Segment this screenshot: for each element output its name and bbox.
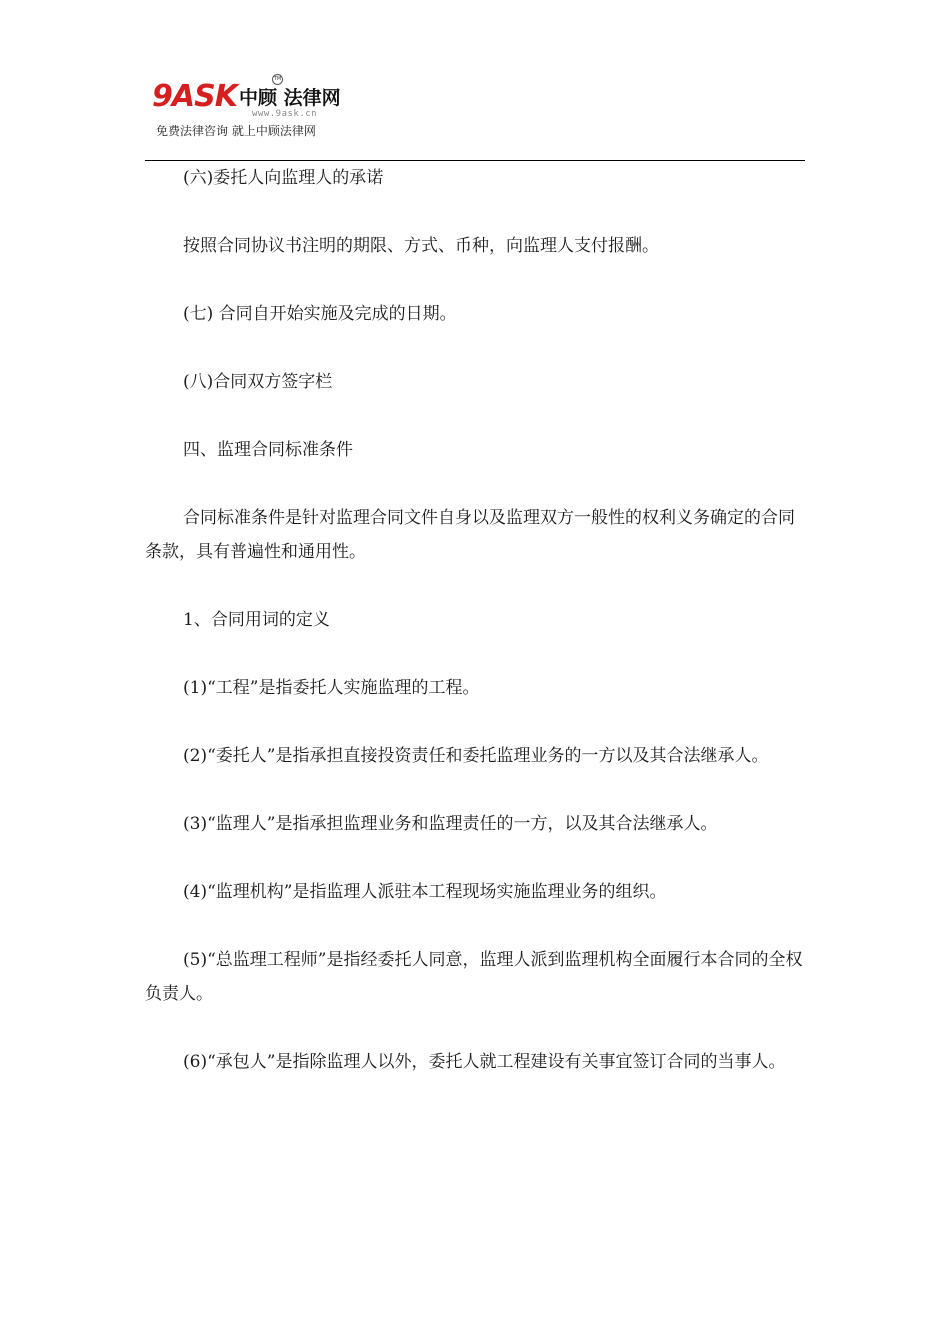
logo-slogan: 免费法律咨询 就上中顾法律网	[156, 124, 316, 138]
paragraph: (5)“总监理工程师”是指经委托人同意，监理人派到监理机构全面履行本合同的全权负责人。	[145, 950, 803, 1004]
paragraph: 按照合同协议书注明的期限、方式、币种，向监理人支付报酬。	[183, 236, 659, 256]
document-body	[145, 161, 807, 1079]
site-logo	[152, 72, 352, 138]
trademark-icon: TM	[272, 74, 283, 85]
paragraph: (6)“承包人”是指除监理人以外，委托人就工程建设有关事宜签订合同的当事人。	[183, 1052, 786, 1072]
paragraph: (1)“工程”是指委托人实施监理的工程。	[183, 678, 480, 698]
paragraph: (六)委托人向监理人的承诺	[183, 168, 384, 188]
logo-chinese-name: 中顾 法律网	[238, 87, 341, 109]
logo-url: www.9ask.cn	[252, 109, 318, 119]
paragraph: (3)“监理人”是指承担监理业务和监理责任的一方，以及其合法继承人。	[183, 814, 718, 834]
paragraph: 合同标准条件是针对监理合同文件自身以及监理双方一般性的权利义务确定的合同条款，具有普遍性和通用性。	[145, 508, 795, 562]
paragraph: 四、监理合同标准条件	[183, 440, 353, 460]
paragraph: (八)合同双方签字栏	[183, 372, 333, 392]
paragraph: (4)“监理机构”是指监理人派驻本工程现场实施监理业务的组织。	[183, 882, 667, 902]
paragraph: 1、合同用词的定义	[183, 610, 330, 630]
paragraph: (七) 合同自开始实施及完成的日期。	[183, 304, 457, 324]
paragraph: (2)“委托人”是指承担直接投资责任和委托监理业务的一方以及其合法继承人。	[183, 746, 769, 766]
logo-wordmark	[152, 72, 341, 112]
logo-brand: 9ASK	[152, 79, 237, 114]
